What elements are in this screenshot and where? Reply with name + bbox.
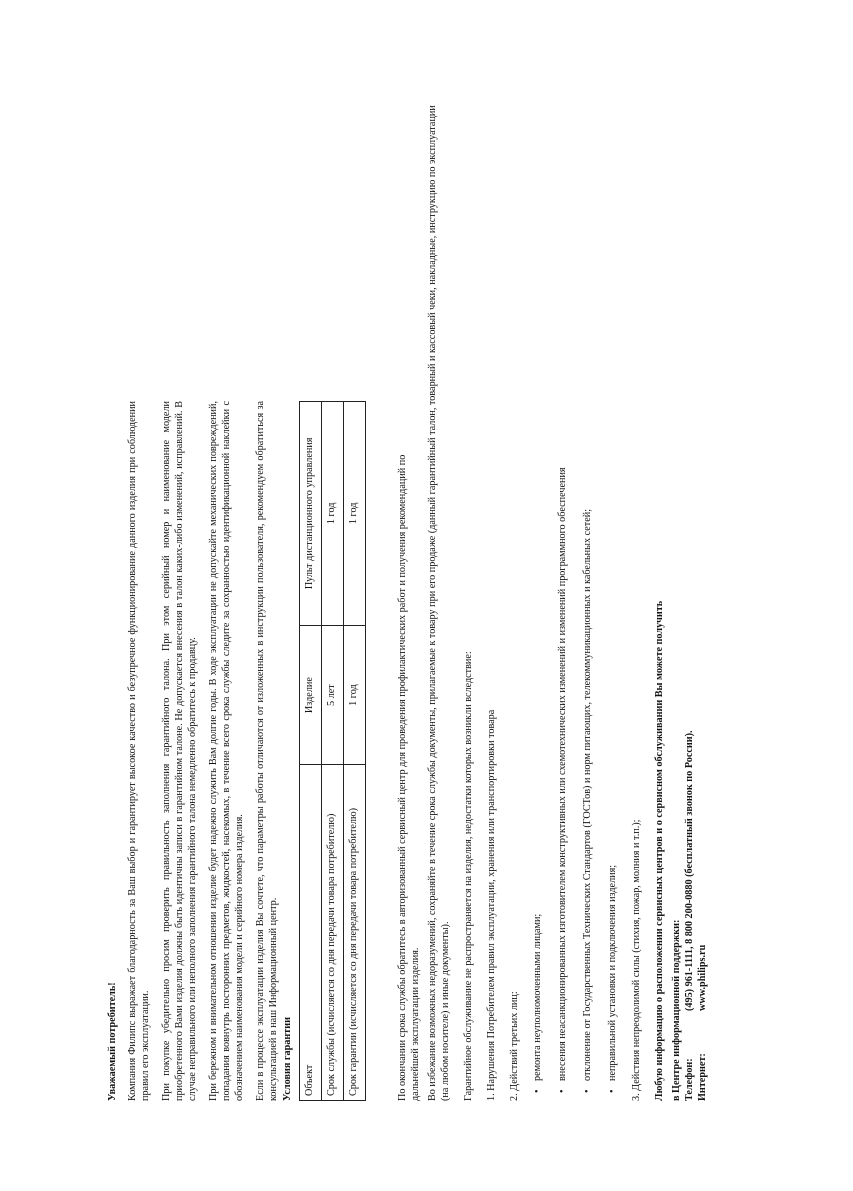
contact-info-line1: Любую информацию о расположении сервисных центров и о сервисном обслуживании Вы можете получить [653, 600, 665, 1101]
list-item: •ремонта неуполномоченными лицами; [531, 913, 543, 1093]
exclusions-section [397, 91, 710, 1101]
table-cell: 1 год [321, 401, 343, 625]
website-link[interactable]: www.philips.ru [696, 944, 708, 1011]
warranty-table [299, 401, 366, 1101]
exclusion-item-2: 2. Действий третьих лиц: [508, 990, 520, 1101]
table-header: Объект [299, 764, 321, 1100]
table-cell: 1 год [343, 625, 365, 765]
greeting-heading: Уважаемый потребитель! [106, 981, 118, 1101]
table-row [321, 401, 343, 1100]
care-paragraph: При бережном и внимательном отношении изделие будет надежно служить Вам долгие годы. В ходе эксплуатации не допускайте механических повреждений, попадания вовнутрь посторонних предметов, жидкостей, насекомых, в течение всего срока службы следите за сохранностью идентификационной наклейки с обозначением наименования модели и серийного номера изделия. [207, 400, 245, 1101]
consultation-paragraph: Если в процессе эксплуатации изделия Вы сочтете, что параметры работы отличаются от изложенных в инструкции пользователя, рекомендуем обратиться за консультацией в наш Информационный центр. [254, 400, 279, 1101]
phone-label: Телефон: [683, 1057, 695, 1101]
intro-paragraph: Компания Филипс выражает благодарность за Ваш выбор и гарантирует высокое качество и безупречное функционирование данного изделия при соблюдении правил его эксплуатации. [126, 400, 151, 1101]
table-cell: Срок службы (исчисляется со дня передачи товара потребителю) [321, 764, 343, 1100]
exclusions-intro-text: Гарантийное обслуживание не распространяется на изделия, недостатки которых возникли вследствие: [462, 650, 474, 1101]
phone-value: (495) 961-1111, 8 800 200-0880 (бесплатный звонок по России). [683, 729, 695, 1011]
warranty-conditions-title: Условия гарантии [281, 1016, 293, 1101]
purchase-check-paragraph: При покупке убедительно просим проверить правильность заполнения гарантийного талона. При этом серийный номер и наименование модели приобретенного Вами изделия должны быть идентичны записи в гарантийном талоне. Не допускается внесения в талон каких-либо изменений, исправлений. В случае неправильного или неполного заполнения гарантийного талона немедленно обратитесь к продавцу. [160, 400, 198, 1101]
table-header-row [299, 401, 321, 1100]
table-cell: Срок гарантии (исчисляется со дня передачи товара потребителю) [343, 764, 365, 1100]
exclusion-item-1: 1. Нарушения Потребителем правил эксплуатации, хранения или транспортировки товара [485, 709, 497, 1101]
table-header: Пульт дистанционного управления [299, 401, 321, 625]
list-item: •внесения неасанкционированных изготовителем конструктивных или схемотехнических изменений и изменений программного обеспечения [556, 466, 568, 1093]
website-row [697, 91, 710, 1101]
rotated-document-page [107, 91, 747, 1101]
contact-info-line2: в Центре информационной поддержки: [670, 919, 682, 1101]
website-label: Интернет: [696, 1052, 708, 1101]
document-body [107, 401, 382, 1101]
exclusion-item-3: 3. Действия непреодолимой силы (стихия, пожар, молния и т.п.); [630, 819, 642, 1101]
documents-retention-text: Во избежание возможных недоразумений, сохраняйте в течение срока службы документы, прилагаемые к товару при его продаже (данный гарантийный талон, товарный и кассовый чеки, накладные, инструкцию по эксплуатации (на любом носителе) и иные документы). [426, 104, 451, 1101]
table-row [343, 401, 365, 1100]
list-item: •отклонение от Государственных Технических Стандартов (ГОСТов) и норм питающих, телекоммуникационных и кабельных сетей; [581, 508, 593, 1093]
service-life-end-text: По окончании срока службы обратитесь в авторизованный сервисный центр для проведения профилактических работ и получения рекомендаций по дальнейшей эксплуатации изделия. [396, 454, 421, 1101]
phone-row [684, 91, 697, 1101]
table-cell: 1 год [343, 401, 365, 625]
table-header: Изделие [299, 625, 321, 765]
table-cell: 5 лет [321, 625, 343, 765]
list-item: •неправильной установки и подключения изделия; [606, 864, 618, 1093]
